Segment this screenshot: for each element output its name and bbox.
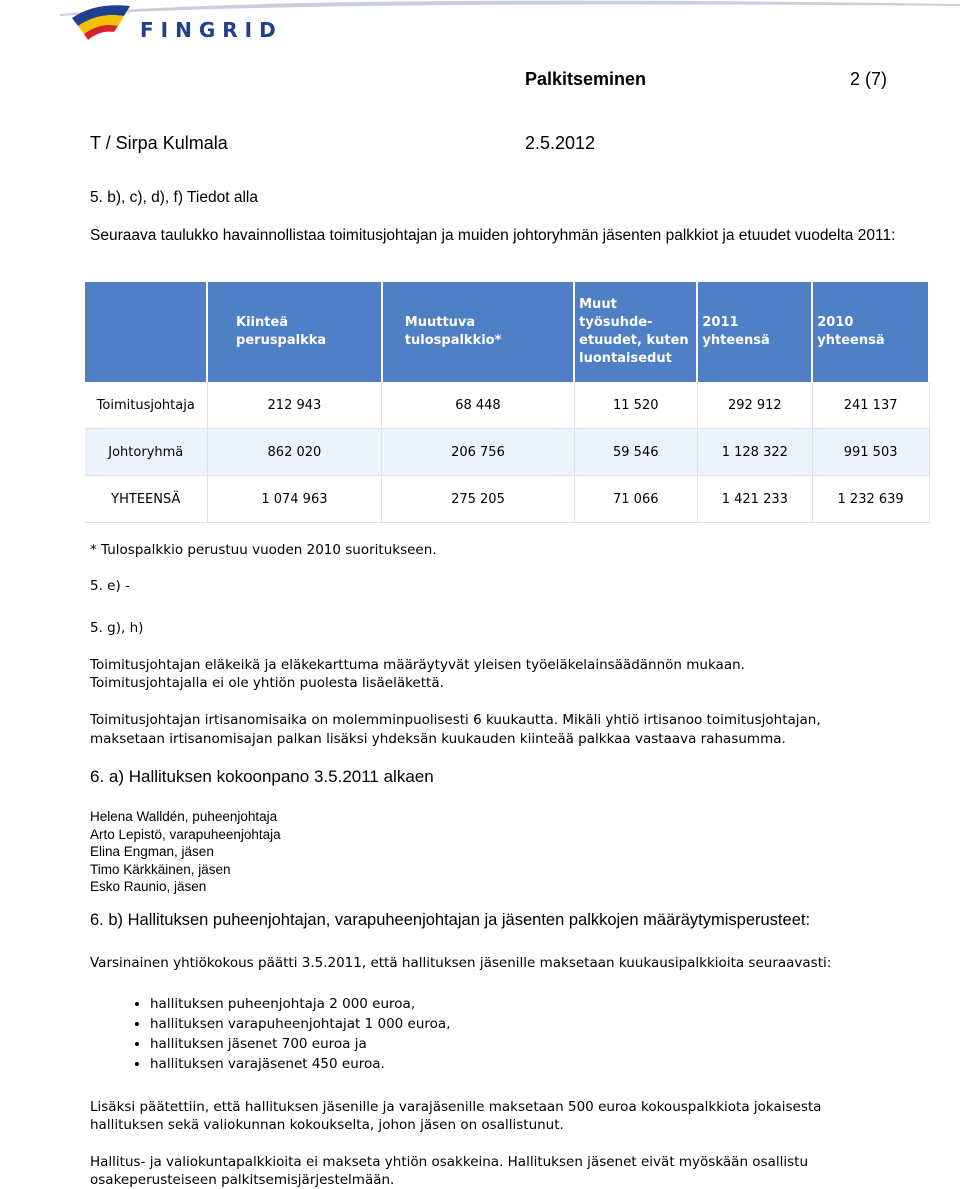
list-item: • hallituksen jäsenet 700 euroa ja [150,1034,451,1054]
table-cell: 241 137 [812,382,929,429]
table-cell: 212 943 [207,382,382,429]
table-row [85,429,929,476]
table-footnote: * Tulospalkkio perustuu vuoden 2010 suoritukseen. [90,542,437,558]
pension-text-2: Toimitusjohtajalla ei ole yhtiön puolesta lisäeläkettä. [90,675,444,691]
table-header-total-2011: 2011 yhteensä [697,282,812,382]
list-item: Timo Kärkkäinen, jäsen [90,861,231,877]
table-cell: 991 503 [812,429,929,476]
pension-text-1: Toimitusjohtajan eläkeikä ja eläkekarttuma määräytyvät yleisen työeläkelainsäädännön mukaan. [90,657,745,673]
section-6a-heading: 6. a) Hallituksen kokoonpano 3.5.2011 alkaen [90,767,434,786]
table-cell: 292 912 [697,382,812,429]
table-cell: 206 756 [382,429,574,476]
table-header-total-2010: 2010 yhteensä [812,282,929,382]
list-item: • hallituksen puheenjohtaja 2 000 euroa, [150,994,451,1014]
page-number: 2 (7) [850,69,888,89]
section-6b-heading: 6. b) Hallituksen puheenjohtajan, varapuheenjohtajan ja jäsenten palkkojen määräytymisperusteet: [90,911,811,929]
notice-text-1: Toimitusjohtajan irtisanomisaika on molemminpuolisesti 6 kuukautta. Mikäli yhtiö irtisanoo toimitusjohtajan, [90,712,821,728]
section-5-heading: 5. b), c), d), f) Tiedot alla [90,189,258,206]
document-author: T / Sirpa Kulmala [90,133,228,153]
document-date: 2.5.2012 [525,133,596,153]
list-item: Esko Raunio, jäsen [90,879,207,894]
table-cell: 1 074 963 [207,476,382,523]
section-5-intro: Seuraava taulukko havainnollistaa toimitusjohtajan ja muiden johtoryhmän jäsenten palkkiot ja etuudet vuodelta 2011: [90,227,896,244]
table-cell: 1 128 322 [697,429,812,476]
meeting-fee-text-2: hallituksen sekä valiokunnan kokoukselta, johon jäsen on osallistunut. [90,1117,564,1133]
list-item: Helena Walldén, puheenjohtaja [90,809,278,824]
section-5gh: 5. g), h) [90,620,144,636]
compensation-table [85,282,930,523]
table-cell: 1 232 639 [812,476,929,523]
table-cell: 1 421 233 [697,476,812,523]
table-row [85,476,929,523]
shares-text-2: osakeperusteiseen palkitsemisjärjestelmään. [90,1172,395,1188]
table-cell: 59 546 [574,429,697,476]
table-header-row [85,282,929,382]
fee-list [110,994,451,1074]
list-item: Arto Lepistö, varapuheenjohtaja [90,826,281,842]
board-members-list [90,808,281,896]
list-item: • hallituksen varajäsenet 450 euroa. [150,1054,451,1074]
table-cell: 275 205 [382,476,574,523]
table-cell: 11 520 [574,382,697,429]
table-row [85,382,929,429]
logo-flag-icon [70,0,140,46]
list-item: • hallituksen varapuheenjohtajat 1 000 euroa, [150,1014,451,1034]
table-header-other-benefits: Muut työsuhde-etuudet, kuten luontaisedut [574,282,697,382]
meeting-fee-text-1: Lisäksi päätettiin, että hallituksen jäsenille ja varajäsenille maksetaan 500 euroa kokouspalkkiota jokaisesta [90,1099,822,1115]
table-cell: 68 448 [382,382,574,429]
document-title: Palkitseminen [525,69,647,89]
notice-text-2: maksetaan irtisanomisajan palkan lisäksi yhdeksän kuukauden kiinteää palkkaa vastaava rahasumma. [90,731,786,747]
table-header-variable-bonus: Muuttuva tulospalkkio* [382,282,574,382]
table-header-corner [85,282,207,382]
logo-text: FINGRID [140,18,283,42]
row-label: Toimitusjohtaja [85,382,207,429]
table-header-fixed-salary: Kiinteä peruspalkka [207,282,382,382]
row-label: Johtoryhmä [85,429,207,476]
section-5e: 5. e) - [90,578,130,594]
shares-text-1: Hallitus- ja valiokuntapalkkioita ei makseta yhtiön osakkeina. Hallituksen jäsenet eivät myöskään osallistu [90,1154,809,1170]
table-cell: 862 020 [207,429,382,476]
agm-decision: Varsinainen yhtiökokous päätti 3.5.2011, että hallituksen jäsenille maksetaan kuukausipalkkioita seuraavasti: [90,955,832,971]
table-cell: 71 066 [574,476,697,523]
list-item: Elina Engman, jäsen [90,844,214,859]
row-label: YHTEENSÄ [85,476,207,523]
